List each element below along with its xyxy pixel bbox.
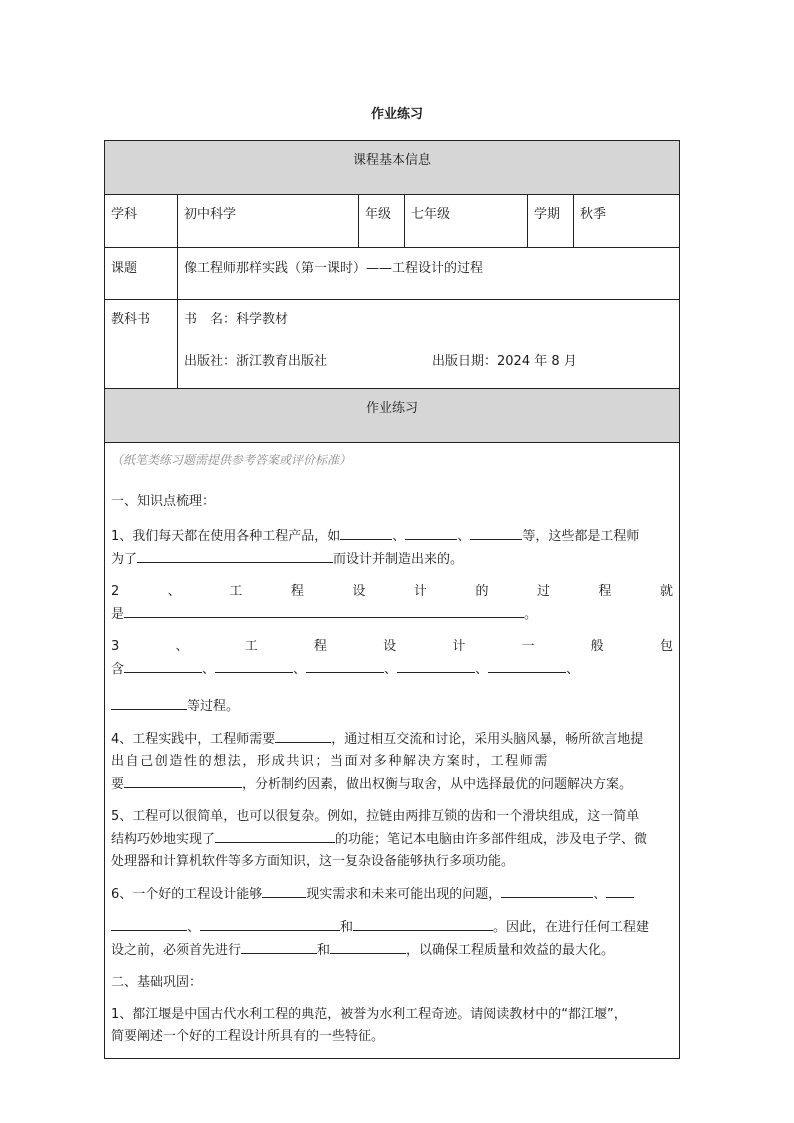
subject-value: 初中科学 [178,195,359,248]
publisher-line [184,350,679,369]
q3-char: 设 [383,639,397,654]
part1-title: 一、知识点梳理： [111,494,216,509]
topic-label: 课题 [105,248,178,300]
question-5 [111,806,673,873]
q1-blank-3[interactable] [470,525,522,540]
q2-char: 程 [290,584,304,599]
q1-text-b: 等，这些都是工程师 [522,529,640,544]
q6-blank-3b[interactable] [111,916,187,931]
q4-text-d: 要 [111,777,125,792]
hint-text: （纸笔类练习题需提供参考答案或评价标准） [111,453,352,467]
q4-text-a: 4、工程实践中，工程师需要 [111,732,276,747]
q1-text-c: 为了 [111,552,138,567]
q5-text-a: 5、工程可以很简单，也可以很复杂。例如，拉链由两排互锁的齿和一个滑块组成，这一简单 [111,809,640,824]
q2-text-b: 是 [111,607,125,622]
publisher: 出版社：浙江教育出版社 [184,354,328,369]
q2-char: 工 [229,584,243,599]
q2-char: 、 [167,584,181,599]
q2-char: 就 [660,584,674,599]
q3-char: 工 [244,639,258,654]
homework-content [105,443,680,1059]
q5-text-d: 处理器和计算机软件等多方面知识，这一复杂设备能够执行多项功能。 [111,854,515,869]
q3-text-b: 含 [111,662,125,677]
q2-char: 设 [352,584,366,599]
q2-text-c: 。 [524,607,538,622]
textbook-label: 教科书 [105,300,178,389]
q1-sep-2: 、 [457,529,471,544]
q5-text-c: 的功能；笔记本电脑由许多部件组成，涉及电子学、微 [335,832,648,847]
q2-char: 的 [475,584,489,599]
q3-blank-4[interactable] [397,658,475,673]
q5-text-b: 结构巧妙地实现了 [111,832,216,847]
q4-text-e: ，分析制约因素，做出权衡与取舍，从中选择最优的问题解决方案。 [242,777,633,792]
q6-and-2: 和 [317,943,331,958]
q3-char: 程 [313,639,327,654]
q3-blank-5[interactable] [488,658,566,673]
q6-sep-2: 、 [187,920,201,935]
q6-text-a: 6、一个好的工程设计能够 [111,887,263,902]
q3-blank-1[interactable] [124,658,202,673]
question-7 [111,1004,673,1048]
subject-label: 学科 [105,195,178,248]
part2-title: 二、基础巩固： [111,975,203,990]
q1-blank-1[interactable] [340,525,392,540]
textbook-info [178,300,680,389]
q4-blank-1[interactable] [275,728,331,743]
question-2 [111,581,673,626]
term-value: 秋季 [574,195,680,248]
q6-text-e: ，以确保工程质量和效益的最大化。 [406,943,615,958]
q3-blank-6[interactable] [111,695,187,710]
q1-sep-1: 、 [392,529,406,544]
homework-table [104,140,680,1059]
q3-spread-line [111,636,673,658]
q6-blank-4[interactable] [200,916,340,931]
q6-blank-7[interactable] [330,939,406,954]
q3-sep-3: 、 [384,662,398,677]
question-4 [111,728,673,796]
book-name: 书 名：科学教材 [184,312,289,327]
q6-blank-2[interactable] [501,883,593,898]
question-1 [111,525,673,571]
q2-blank[interactable] [124,603,524,618]
q3-char: 计 [452,639,466,654]
q2-char: 计 [413,584,427,599]
q7-text-b: 简要阐述一个好的工程设计所具有的一些特征。 [111,1029,385,1044]
grade-value: 七年级 [405,195,528,248]
question-6 [111,883,673,962]
q6-and: 和 [340,920,354,935]
q6-sep-1: 、 [593,887,607,902]
q3-text-c: 等过程。 [187,699,240,714]
q6-blank-6[interactable] [241,939,317,954]
q3-char: 般 [590,639,604,654]
publish-date: 出版日期：2024 年 8 月 [432,354,577,369]
q6-blank-5[interactable] [353,916,493,931]
grade-label: 年级 [359,195,405,248]
course-info-header: 课程基本信息 [105,141,680,195]
q3-char: 一 [521,639,535,654]
q7-text-a: 1、都江堰是中国古代水利工程的典范，被誉为水利工程奇迹。请阅读教材中的“都江堰”， [111,1007,627,1022]
q4-text-b: ，通过相互交流和讨论，采用头脑风暴，畅所欲言地提 [331,732,644,747]
q2-char: 2 [111,584,120,599]
q6-blank-3a[interactable] [606,883,634,898]
q3-char: 、 [175,639,189,654]
term-label: 学期 [528,195,574,248]
q3-sep-1: 、 [202,662,216,677]
q3-char: 3 [111,639,120,654]
page-title: 作业练习 [370,107,423,122]
question-3 [111,636,673,718]
q6-text-c: 。因此，在进行任何工程建 [493,920,650,935]
q3-sep-5: 、 [566,662,580,677]
q1-text-a: 1、我们每天都在使用各种工程产品，如 [111,529,341,544]
q2-spread-line [111,581,673,603]
q6-text-d: 设之前，必须首先进行 [111,943,242,958]
q1-text-d: 而设计并制造出来的。 [333,552,464,567]
q1-blank-4[interactable] [137,548,333,563]
topic-value: 像工程师那样实践（第一课时）——工程设计的过程 [178,248,680,300]
q3-char: 包 [660,639,674,654]
q5-blank[interactable] [215,828,335,843]
q3-sep-4: 、 [475,662,489,677]
q3-blank-3[interactable] [306,658,384,673]
q2-char: 过 [536,584,550,599]
q6-blank-1[interactable] [262,883,306,898]
q4-text-c: 出自己创造性的想法，形成共识；当面对多种解决方案时，工程师需 [111,754,550,769]
q3-sep-2: 、 [293,662,307,677]
q3-blank-2[interactable] [215,658,293,673]
q4-blank-2[interactable] [124,773,242,788]
q6-text-b: 现实需求和未来可能出现的问题， [306,887,502,902]
q1-blank-2[interactable] [405,525,457,540]
q2-char: 程 [598,584,612,599]
homework-header: 作业练习 [105,389,680,443]
